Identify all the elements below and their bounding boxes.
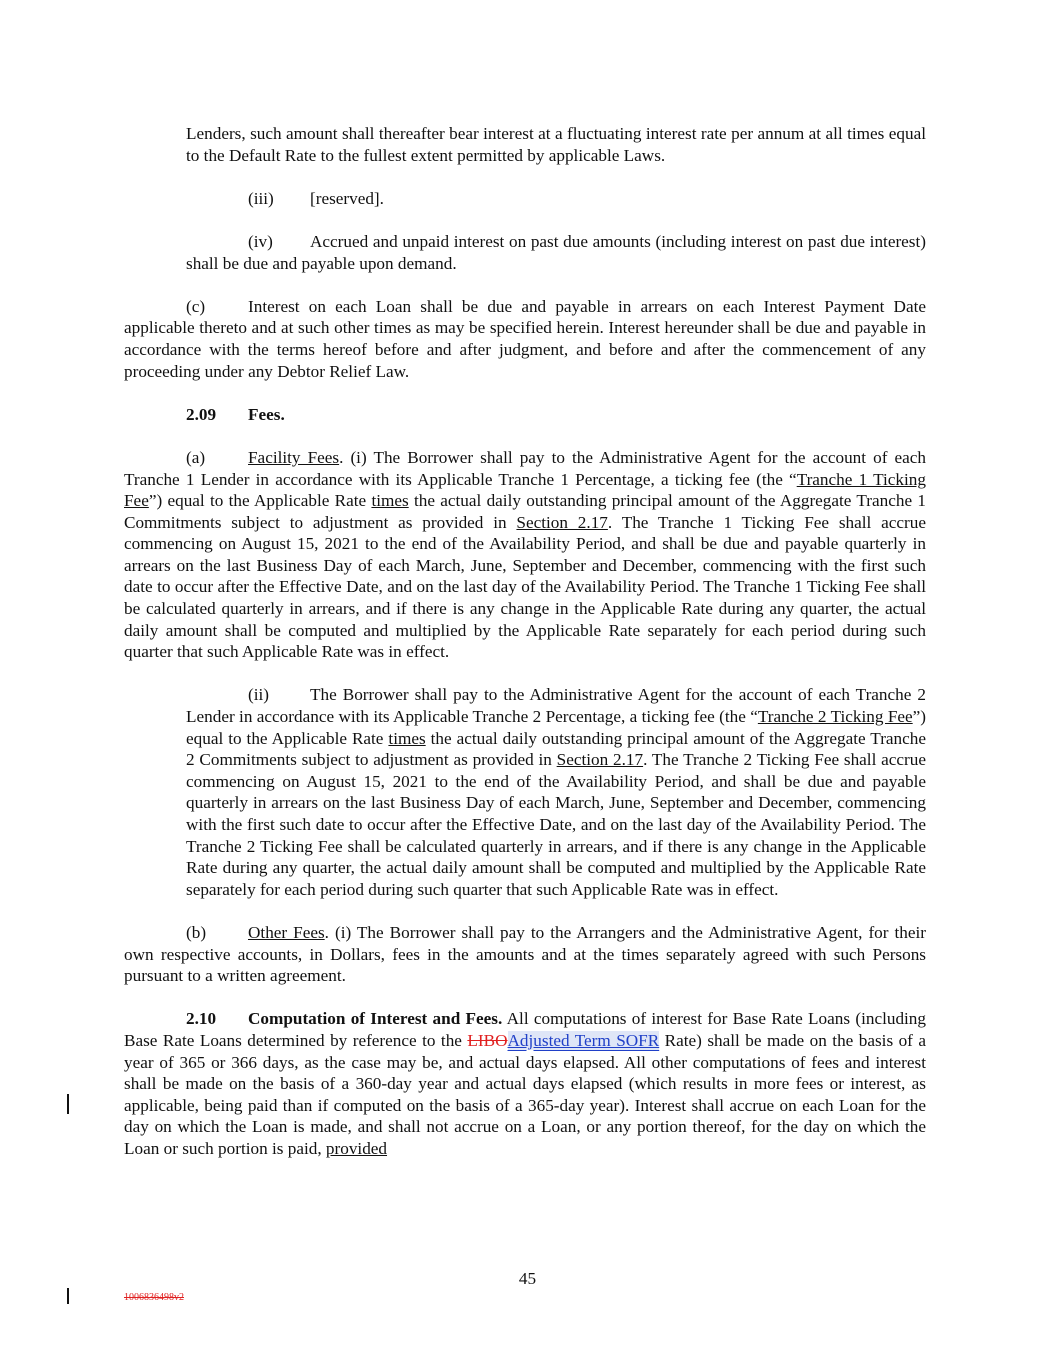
- paragraph-c: [124, 296, 926, 382]
- change-bar: [67, 1094, 69, 1114]
- paragraph-default-rate: Lenders, such amount shall thereafter bear interest at a fluctuating interest rate per annum at all times equal to the Default Rate to the fullest extent permitted by applicable Laws.: [186, 124, 926, 165]
- clause-text: . (i) The Borrower shall pay to the Arrangers and the Administrative Agent, for their own respective accounts, in Dollars, fees in the amounts and at the times separately agreed with such Persons pursuant to a written agreement.: [124, 922, 927, 986]
- defined-term: Tranche 2 Ticking Fee: [757, 707, 913, 727]
- clause-number: (iii): [248, 188, 274, 208]
- section-2-10: [124, 1008, 926, 1159]
- section-number: 2.10: [186, 1009, 217, 1029]
- clause-number: (a): [186, 447, 206, 467]
- document-body: [124, 123, 926, 1160]
- clause-title: Facility Fees: [248, 447, 340, 467]
- deleted-text: LIBO: [467, 1030, 508, 1050]
- clause-text: the actual daily outstanding principal amount of the Aggregate Tranche 2 Commitments subject to adjustment as provided in: [186, 728, 926, 770]
- clause-text: The Borrower shall pay to the Administrative Agent for the account of each Tranche 2 Lender in accordance with its Applicable Tranche 2 Percentage, a ticking fee (the “: [186, 685, 926, 727]
- clause-text: All computations of interest for Base Rate Loans (including Base Rate Loans determined by reference to the: [124, 1009, 926, 1050]
- clause-text: ”) equal to the Applicable Rate: [186, 707, 927, 748]
- section-reference: Section 2.17: [516, 512, 608, 532]
- document-id: 1006836498v2: [124, 1292, 184, 1303]
- clause-text: Rate) shall be made on the basis of a year of 365 or 366 days, as the case may be, and actual days elapsed. All other computations of fees and interest shall be made on the basis of a 360-day year and actual days elapsed (which results in more fees or interest, as applicable, being paid than if computed on the basis of a 365-day year). Interest shall accrue on each Loan for the day on which the Loan is made, and shall not accrue on a Loan, or any portion thereof, for the day on which the Loan or such portion is paid,: [124, 1030, 927, 1158]
- section-number: 2.09: [186, 404, 217, 424]
- section-heading-2-09: [124, 404, 926, 426]
- clause-text: ”) equal to the Applicable Rate: [148, 491, 372, 511]
- emphasis-times: times: [388, 728, 426, 748]
- paragraph-iv: [186, 231, 926, 274]
- paragraph-a-facility-fees: [124, 447, 926, 663]
- clause-text: Interest on each Loan shall be due and payable in arrears on each Interest Payment Date applicable thereto and at such other times as may be specified herein. Interest hereunder shall be due and payable in accordance with the terms hereof before and after judgment, and before and after the commencement of any proceeding under any Debtor Relief Law.: [124, 296, 926, 381]
- change-bar: [67, 1288, 69, 1304]
- defined-term: Tranche 1 Ticking Fee: [124, 469, 926, 511]
- clause-text: . The Tranche 2 Ticking Fee shall accrue commencing on August 15, 2021 to the end of the Availability Period, and shall be due and payable quarterly in arrears on the last Business Day of each March, June, September and December, commencing with the first such date to occur after the Effective Date, and on the last day of the Availability Period. The Tranche 2 Ticking Fee shall be calculated quarterly in arrears, and if there is any change in the Applicable Rate during any quarter, the actual daily amount shall be computed and multiplied by the Applicable Rate separately for each period during such quarter that such Applicable Rate was in effect.: [186, 750, 926, 899]
- section-title: Computation of Interest and Fees.: [248, 1009, 503, 1029]
- clause-text: . (i) The Borrower shall pay to the Administrative Agent for the account of each Tranche 1 Lender in accordance with its Applicable Tranche 1 Percentage, a ticking fee (the “: [124, 447, 926, 489]
- section-reference: Section 2.17: [556, 750, 644, 770]
- emphasis-times: times: [371, 491, 409, 511]
- clause-number: (c): [186, 296, 206, 316]
- emphasis-provided: provided: [325, 1138, 388, 1158]
- clause-number: (b): [186, 922, 207, 942]
- paragraph-b-other-fees: [124, 922, 926, 987]
- clause-text: . The Tranche 1 Ticking Fee shall accrue commencing on August 15, 2021 to the end of the Availability Period, and shall be due and payable quarterly in arrears on the last Business Day of each March, June, September and December, commencing with the first such date to occur after the Effective Date, and on the last day of the Availability Period. The Tranche 1 Ticking Fee shall be calculated quarterly in arrears, and if there is any change in the Applicable Rate during any quarter, the actual daily amount shall be computed and multiplied by the Applicable Rate separately for each period during such quarter that such Applicable Rate was in effect.: [124, 512, 926, 662]
- paragraph-iii: [186, 188, 926, 210]
- clause-text: Accrued and unpaid interest on past due amounts (including interest on past due interest) shall be due and payable upon demand.: [186, 231, 926, 273]
- clause-text: [reserved].: [310, 188, 384, 208]
- section-title: Fees.: [248, 404, 285, 424]
- clause-text: the actual daily outstanding principal amount of the Aggregate Tranche 1 Commitments subject to adjustment as provided in: [124, 491, 926, 532]
- inserted-text: Adjusted Term SOFR: [507, 1030, 660, 1050]
- page-number: 45: [518, 1269, 537, 1288]
- paragraph-ii: [186, 684, 926, 900]
- clause-title: Other Fees: [248, 922, 325, 942]
- clause-number: (iv): [248, 231, 273, 251]
- clause-number: (ii): [248, 685, 269, 705]
